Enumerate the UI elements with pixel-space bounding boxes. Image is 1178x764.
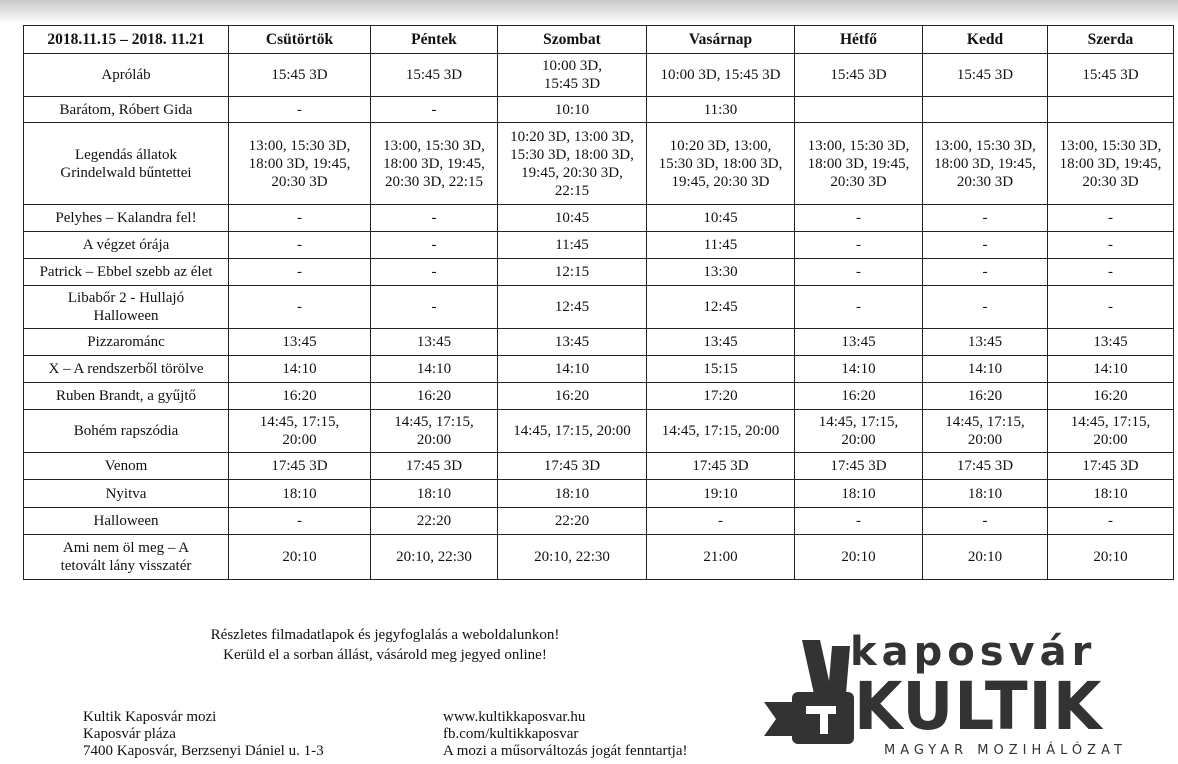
- table-row: [24, 205, 1174, 232]
- website-link[interactable]: www.kultikkaposvar.hu: [443, 709, 586, 725]
- film-title-cell: Ami nem öl meg – A tetovált lány visszatér: [24, 535, 229, 580]
- day-header: Kedd: [923, 26, 1048, 54]
- showtime-cell: 21:00: [647, 535, 795, 580]
- schedule-header: [24, 26, 1174, 54]
- showtime-cell: -: [795, 508, 923, 535]
- logo-city: kaposvár: [850, 629, 1097, 675]
- film-title-cell: Legendás állatok Grindelwald bűntettei: [24, 123, 229, 205]
- showtime-cell: 10:00 3D, 15:45 3D: [498, 54, 647, 97]
- showtime-cell: -: [229, 232, 371, 259]
- address-line-3: 7400 Kaposvár, Berzsenyi Dániel u. 1-3: [83, 743, 324, 759]
- schedule-table: [23, 25, 1174, 580]
- table-row: [24, 329, 1174, 356]
- showtime-cell: 19:10: [647, 480, 795, 508]
- showtime-cell: 20:10: [795, 535, 923, 580]
- showtime-cell: 11:45: [647, 232, 795, 259]
- showtime-cell: 17:45 3D: [923, 453, 1048, 480]
- showtime-cell: -: [795, 286, 923, 329]
- showtime-cell: -: [371, 259, 498, 286]
- showtime-cell: -: [923, 205, 1048, 232]
- showtime-cell: 14:10: [371, 356, 498, 383]
- showtime-cell: 17:45 3D: [647, 453, 795, 480]
- showtime-cell: 20:10: [1048, 535, 1174, 580]
- film-title-cell: X – A rendszerből törölve: [24, 356, 229, 383]
- table-row: [24, 480, 1174, 508]
- showtime-cell: 10:20 3D, 13:00 3D, 15:30 3D, 18:00 3D, 19:45, 20:30 3D, 22:15: [498, 123, 647, 205]
- showtime-cell: -: [371, 97, 498, 123]
- showtime-cell: 15:45 3D: [1048, 54, 1174, 97]
- showtime-cell: 18:10: [923, 480, 1048, 508]
- showtime-cell: 13:45: [1048, 329, 1174, 356]
- date-range-header: 2018.11.15 – 2018. 11.21: [24, 26, 229, 54]
- table-row: [24, 97, 1174, 123]
- day-header: Péntek: [371, 26, 498, 54]
- showtime-cell: -: [371, 232, 498, 259]
- showtime-cell: 14:10: [229, 356, 371, 383]
- showtime-cell: 13:00, 15:30 3D, 18:00 3D, 19:45, 20:30 3D: [795, 123, 923, 205]
- showtime-cell: 18:10: [795, 480, 923, 508]
- showtime-cell: 13:30: [647, 259, 795, 286]
- showtime-cell: 10:00 3D, 15:45 3D: [647, 54, 795, 97]
- showtime-cell: [795, 97, 923, 123]
- showtime-cell: 18:10: [1048, 480, 1174, 508]
- showtime-cell: 10:20 3D, 13:00, 15:30 3D, 18:00 3D, 19:45, 20:30 3D: [647, 123, 795, 205]
- showtime-cell: 13:45: [229, 329, 371, 356]
- showtime-cell: 22:20: [371, 508, 498, 535]
- showtime-cell: [1048, 97, 1174, 123]
- day-header: Szombat: [498, 26, 647, 54]
- day-header: Szerda: [1048, 26, 1174, 54]
- film-title-cell: Nyitva: [24, 480, 229, 508]
- showtime-cell: 18:10: [229, 480, 371, 508]
- showtime-cell: 15:45 3D: [371, 54, 498, 97]
- showtime-cell: 18:10: [498, 480, 647, 508]
- showtime-cell: 13:45: [647, 329, 795, 356]
- showtime-cell: 17:45 3D: [1048, 453, 1174, 480]
- showtime-cell: 15:45 3D: [229, 54, 371, 97]
- showtime-cell: 14:45, 17:15, 20:00: [1048, 410, 1174, 453]
- showtime-cell: 12:45: [647, 286, 795, 329]
- showtime-cell: 16:20: [795, 383, 923, 410]
- showtime-cell: 14:10: [923, 356, 1048, 383]
- film-title-cell: Venom: [24, 453, 229, 480]
- schedule-body: [24, 54, 1174, 580]
- logo-brand: KULTIK: [854, 668, 1103, 745]
- showtime-cell: 12:15: [498, 259, 647, 286]
- facebook-link[interactable]: fb.com/kultikkaposvar: [443, 726, 579, 742]
- address-line-1: Kultik Kaposvár mozi: [83, 709, 217, 725]
- film-title-cell: Libabőr 2 - Hullajó Halloween: [24, 286, 229, 329]
- day-header: Vasárnap: [647, 26, 795, 54]
- showtime-cell: 17:45 3D: [795, 453, 923, 480]
- showtime-cell: 13:00, 15:30 3D, 18:00 3D, 19:45, 20:30 3D: [1048, 123, 1174, 205]
- showtime-cell: 13:00, 15:30 3D, 18:00 3D, 19:45, 20:30 3D: [923, 123, 1048, 205]
- showtime-cell: 10:10: [498, 97, 647, 123]
- showtime-cell: 20:10: [229, 535, 371, 580]
- film-title-cell: Barátom, Róbert Gida: [24, 97, 229, 123]
- showtime-cell: [923, 97, 1048, 123]
- showtime-cell: 13:45: [498, 329, 647, 356]
- showtime-cell: -: [795, 232, 923, 259]
- showtime-cell: 16:20: [923, 383, 1048, 410]
- showtime-cell: 20:10: [923, 535, 1048, 580]
- showtime-cell: -: [647, 508, 795, 535]
- showtime-cell: 14:45, 17:15, 20:00: [647, 410, 795, 453]
- showtime-cell: -: [371, 205, 498, 232]
- header-row: [24, 26, 1174, 54]
- showtime-cell: 13:45: [923, 329, 1048, 356]
- showtime-cell: 12:45: [498, 286, 647, 329]
- table-row: [24, 508, 1174, 535]
- showtime-cell: 16:20: [1048, 383, 1174, 410]
- showtime-cell: -: [371, 286, 498, 329]
- table-row: [24, 259, 1174, 286]
- showtime-cell: 11:45: [498, 232, 647, 259]
- showtime-cell: 13:45: [371, 329, 498, 356]
- program-change-note: A mozi a műsorváltozás jogát fenntartja!: [443, 743, 688, 759]
- showtime-cell: 15:15: [647, 356, 795, 383]
- showtime-cell: 17:20: [647, 383, 795, 410]
- showtime-cell: 13:00, 15:30 3D, 18:00 3D, 19:45, 20:30 3D: [229, 123, 371, 205]
- showtime-cell: -: [923, 232, 1048, 259]
- top-shadow-bar: [0, 0, 1178, 24]
- showtime-cell: -: [1048, 232, 1174, 259]
- day-header: Hétfő: [795, 26, 923, 54]
- day-header: Csütörtök: [229, 26, 371, 54]
- table-row: [24, 535, 1174, 580]
- showtime-cell: 15:45 3D: [923, 54, 1048, 97]
- showtime-cell: 16:20: [371, 383, 498, 410]
- film-title-cell: Pelyhes – Kalandra fel!: [24, 205, 229, 232]
- film-title-cell: Pizzarománc: [24, 329, 229, 356]
- address-line-2: Kaposvár pláza: [83, 726, 176, 742]
- showtime-cell: 20:10, 22:30: [498, 535, 647, 580]
- kultik-logo: [762, 628, 1142, 764]
- showtime-cell: 17:45 3D: [498, 453, 647, 480]
- film-title-cell: A végzet órája: [24, 232, 229, 259]
- showtime-cell: -: [795, 259, 923, 286]
- logo-subtitle: MAGYAR MOZIHÁLÓZAT: [884, 743, 1127, 758]
- showtime-cell: 14:45, 17:15, 20:00: [795, 410, 923, 453]
- online-booking-note: [170, 625, 600, 665]
- film-title-cell: Ruben Brandt, a gyűjtő: [24, 383, 229, 410]
- victory-hand-icon: [762, 632, 862, 760]
- showtime-cell: -: [229, 205, 371, 232]
- showtime-cell: -: [229, 259, 371, 286]
- table-row: [24, 232, 1174, 259]
- booking-line-2: Kerüld el a sorban állást, vásárold meg jegyed online!: [223, 647, 547, 663]
- table-row: [24, 54, 1174, 97]
- table-row: [24, 356, 1174, 383]
- film-title-cell: Patrick – Ebbel szebb az élet: [24, 259, 229, 286]
- showtime-cell: 17:45 3D: [229, 453, 371, 480]
- showtime-cell: -: [229, 508, 371, 535]
- film-title-cell: Bohém rapszódia: [24, 410, 229, 453]
- showtime-cell: -: [923, 286, 1048, 329]
- showtime-cell: -: [1048, 508, 1174, 535]
- showtime-cell: -: [229, 97, 371, 123]
- showtime-cell: -: [229, 286, 371, 329]
- showtime-cell: -: [1048, 259, 1174, 286]
- showtime-cell: 17:45 3D: [371, 453, 498, 480]
- table-row: [24, 383, 1174, 410]
- showtime-cell: 14:10: [795, 356, 923, 383]
- showtime-cell: 14:45, 17:15, 20:00: [498, 410, 647, 453]
- showtime-cell: 14:10: [498, 356, 647, 383]
- table-row: [24, 453, 1174, 480]
- showtime-cell: 13:00, 15:30 3D, 18:00 3D, 19:45, 20:30 3D, 22:15: [371, 123, 498, 205]
- showtime-cell: -: [923, 259, 1048, 286]
- showtime-cell: 22:20: [498, 508, 647, 535]
- showtime-cell: 10:45: [498, 205, 647, 232]
- showtime-cell: 16:20: [498, 383, 647, 410]
- showtime-cell: 16:20: [229, 383, 371, 410]
- showtime-cell: 20:10, 22:30: [371, 535, 498, 580]
- showtime-cell: -: [923, 508, 1048, 535]
- film-title-cell: Halloween: [24, 508, 229, 535]
- web-info: [443, 709, 688, 760]
- showtime-cell: -: [795, 205, 923, 232]
- booking-line-1: Részletes filmadatlapok és jegyfoglalás a weboldalunkon!: [210, 627, 560, 643]
- showtime-cell: 14:45, 17:15, 20:00: [371, 410, 498, 453]
- film-title-cell: Apróláb: [24, 54, 229, 97]
- cinema-address: [83, 709, 324, 760]
- showtime-cell: 14:45, 17:15, 20:00: [229, 410, 371, 453]
- showtime-cell: -: [1048, 205, 1174, 232]
- showtime-cell: 14:45, 17:15, 20:00: [923, 410, 1048, 453]
- showtime-cell: 15:45 3D: [795, 54, 923, 97]
- table-row: [24, 410, 1174, 453]
- showtime-cell: 13:45: [795, 329, 923, 356]
- showtime-cell: 10:45: [647, 205, 795, 232]
- table-row: [24, 123, 1174, 205]
- showtime-cell: 18:10: [371, 480, 498, 508]
- showtime-cell: -: [1048, 286, 1174, 329]
- table-row: [24, 286, 1174, 329]
- showtime-cell: 11:30: [647, 97, 795, 123]
- showtime-cell: 14:10: [1048, 356, 1174, 383]
